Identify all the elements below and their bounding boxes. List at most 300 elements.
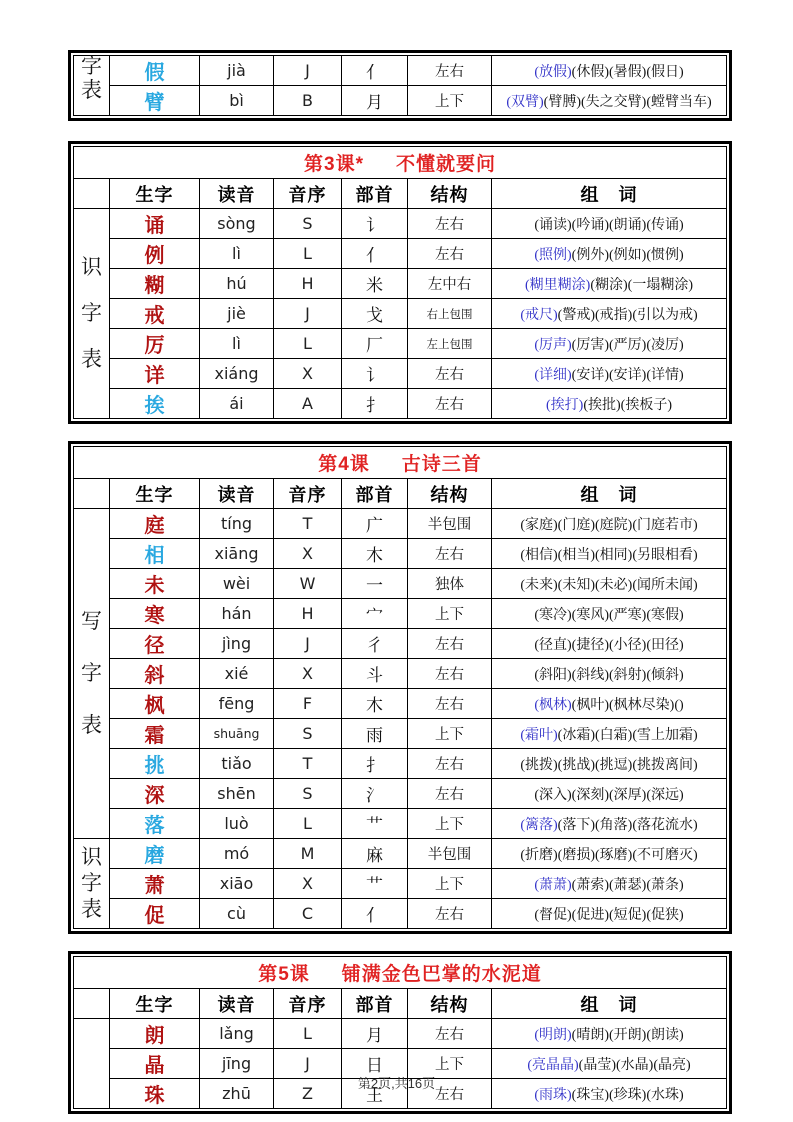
char-cell: 详 (110, 359, 200, 389)
pinyin-cell: xiāo (200, 869, 274, 899)
initial-cell: X (274, 359, 342, 389)
initial-cell: J (274, 299, 342, 329)
structure-cell: 左右 (408, 359, 492, 389)
table-row (74, 899, 727, 929)
pinyin-cell: luò (200, 809, 274, 839)
char-table (73, 446, 727, 929)
initial-cell: Z (274, 1079, 342, 1109)
word-item: (详细) (534, 367, 572, 383)
column-header-2: 音序 (274, 479, 342, 509)
table-row (74, 809, 727, 839)
pinyin-cell: hán (200, 599, 274, 629)
char-cell: 促 (110, 899, 200, 929)
pinyin-cell: cù (200, 899, 274, 929)
lesson-name: 不懂就要问 (395, 154, 496, 175)
pinyin-cell: xié (200, 659, 274, 689)
column-header-2: 音序 (274, 179, 342, 209)
radical-cell: 米 (342, 269, 408, 299)
column-header-3: 部首 (342, 989, 408, 1019)
table-row (74, 539, 727, 569)
char-cell: 落 (110, 809, 200, 839)
word-item: (例外) (571, 247, 609, 263)
word-item: (白霜) (595, 727, 633, 743)
char-cell: 斜 (110, 659, 200, 689)
initial-cell: X (274, 869, 342, 899)
header-row (74, 989, 727, 1019)
word-item: (晶莹) (578, 1057, 616, 1073)
word-item: (门庭) (557, 517, 595, 533)
structure-cell: 左右 (408, 56, 492, 86)
lesson-title (74, 147, 727, 179)
word-item: (安详) (571, 367, 609, 383)
table-row (74, 719, 727, 749)
word-item: (门庭若市) (632, 517, 698, 533)
lesson-number: 第3课* (304, 154, 364, 175)
lesson-title (74, 957, 727, 989)
radical-cell: 宀 (342, 599, 408, 629)
word-item: (臂膊) (543, 94, 581, 110)
tables-container (68, 50, 732, 1114)
initial-cell: A (274, 389, 342, 419)
radical-cell: 扌 (342, 389, 408, 419)
word-item: (挑拨离间) (632, 757, 698, 773)
word-item: (吟诵) (571, 217, 609, 233)
word-item: (糊涂) (590, 277, 628, 293)
radical-cell: 亻 (342, 239, 408, 269)
side-label-char: 表 (81, 347, 102, 372)
words-cell (492, 779, 727, 809)
side-label-char: 识 (81, 254, 102, 279)
words-cell (492, 239, 727, 269)
column-header-1: 读音 (200, 989, 274, 1019)
word-item: (水珠) (646, 1087, 684, 1103)
word-item: (双臂) (506, 94, 544, 110)
column-header-1: 读音 (200, 479, 274, 509)
word-item: (戒尺) (520, 307, 558, 323)
words-cell (492, 359, 727, 389)
structure-cell: 上下 (408, 86, 492, 116)
initial-cell: M (274, 839, 342, 869)
side-label-char: 字 (81, 871, 102, 895)
structure-cell: 左右 (408, 899, 492, 929)
title-row (74, 447, 727, 479)
pinyin-cell: jiè (200, 299, 274, 329)
word-item: (水晶) (616, 1057, 654, 1073)
word-item: (家庭) (520, 517, 558, 533)
initial-cell: J (274, 56, 342, 86)
side-label-cell (74, 209, 110, 419)
structure-cell: 左右 (408, 689, 492, 719)
radical-cell: 木 (342, 539, 408, 569)
words-cell (492, 539, 727, 569)
structure-cell: 左右 (408, 209, 492, 239)
word-item: (凌厉) (646, 337, 684, 353)
char-cell: 例 (110, 239, 200, 269)
words-cell (492, 599, 727, 629)
word-item: (深厚) (609, 787, 647, 803)
table-row (74, 749, 727, 779)
initial-cell: T (274, 749, 342, 779)
word-item: (深刻) (571, 787, 609, 803)
word-item: (萧条) (646, 877, 684, 893)
initial-cell: L (274, 809, 342, 839)
initial-cell: S (274, 779, 342, 809)
word-item: (促进) (571, 907, 609, 923)
table-row (74, 509, 727, 539)
word-item: (放假) (534, 64, 572, 80)
word-item: (亮晶晶) (527, 1057, 579, 1073)
words-cell (492, 269, 727, 299)
column-header-4: 结构 (408, 479, 492, 509)
words-cell (492, 329, 727, 359)
column-header-0: 生字 (110, 179, 200, 209)
char-cell: 臂 (110, 86, 200, 116)
structure-cell: 上下 (408, 719, 492, 749)
table-row (74, 239, 727, 269)
side-label-cell (74, 509, 110, 839)
initial-cell: L (274, 329, 342, 359)
word-item: (不可磨灭) (632, 847, 698, 863)
table-row (74, 329, 727, 359)
word-item: (倾斜) (646, 667, 684, 683)
char-cell: 相 (110, 539, 200, 569)
lesson-name: 古诗三首 (401, 454, 482, 475)
table-zishibiao-continued (68, 50, 732, 121)
word-item: (警戒) (557, 307, 595, 323)
word-item: (未必) (595, 577, 633, 593)
word-item: (诵读) (534, 217, 572, 233)
side-label-char: 字 (81, 54, 102, 79)
initial-cell: S (274, 719, 342, 749)
initial-cell: X (274, 539, 342, 569)
words-cell (492, 1019, 727, 1049)
word-item: (未知) (557, 577, 595, 593)
word-item: (枫林尽染) (609, 697, 675, 713)
word-item: (寒冷) (534, 607, 572, 623)
word-item: (相当) (557, 547, 595, 563)
word-item: (捷径) (571, 637, 609, 653)
pinyin-cell: xiāng (200, 539, 274, 569)
header-side-cell (74, 179, 110, 209)
words-cell (492, 389, 727, 419)
structure-cell: 左右 (408, 1019, 492, 1049)
word-item: (小径) (609, 637, 647, 653)
word-item: (庭院) (595, 517, 633, 533)
words-cell (492, 719, 727, 749)
word-item: (戒指) (595, 307, 633, 323)
radical-cell: 讠 (342, 209, 408, 239)
char-cell: 厉 (110, 329, 200, 359)
pinyin-cell: jià (200, 56, 274, 86)
side-label-cell (74, 839, 110, 929)
radical-cell: 王 (342, 1079, 408, 1109)
word-item: (田径) (646, 637, 684, 653)
word-item: (挨打) (546, 397, 584, 413)
word-item: (斜阳) (534, 667, 572, 683)
table-row (74, 1019, 727, 1049)
structure-cell: 左中右 (408, 269, 492, 299)
table-row (74, 359, 727, 389)
pinyin-cell: lì (200, 329, 274, 359)
column-header-3: 部首 (342, 179, 408, 209)
word-item: (晴朗) (571, 1027, 609, 1043)
word-item: (糊里糊涂) (525, 277, 591, 293)
word-item: (篱落) (520, 817, 558, 833)
pinyin-cell: hú (200, 269, 274, 299)
word-item: (朗读) (646, 1027, 684, 1043)
word-item: (安详) (609, 367, 647, 383)
word-item: (暑假) (609, 64, 647, 80)
words-cell (492, 869, 727, 899)
side-label-char: 表 (81, 713, 102, 738)
side-label-char: 写 (81, 608, 102, 633)
word-item: (寒风) (571, 607, 609, 623)
table-lesson-4 (68, 441, 732, 934)
radical-cell: 亻 (342, 56, 408, 86)
column-header-2: 音序 (274, 989, 342, 1019)
structure-cell: 半包围 (408, 839, 492, 869)
pinyin-cell: xiáng (200, 359, 274, 389)
header-row (74, 179, 727, 209)
word-item: (磨损) (557, 847, 595, 863)
initial-cell: L (274, 1019, 342, 1049)
table-row (74, 839, 727, 869)
structure-cell: 左上包围 (408, 329, 492, 359)
radical-cell: 扌 (342, 749, 408, 779)
structure-cell: 左右 (408, 749, 492, 779)
word-item: (严寒) (609, 607, 647, 623)
word-item: (斜线) (571, 667, 609, 683)
structure-cell: 上下 (408, 1049, 492, 1079)
word-item: (督促) (534, 907, 572, 923)
table-row (74, 599, 727, 629)
header-row (74, 479, 727, 509)
column-header-5: 组 词 (492, 479, 727, 509)
header-side-cell (74, 989, 110, 1019)
word-item: (雨珠) (534, 1087, 572, 1103)
side-label (81, 256, 102, 370)
pinyin-cell: jìng (200, 629, 274, 659)
char-cell: 糊 (110, 269, 200, 299)
word-item: (挑拨) (520, 757, 558, 773)
word-item: (一塌糊涂) (627, 277, 693, 293)
side-label (81, 55, 102, 100)
radical-cell: 一 (342, 569, 408, 599)
words-cell (492, 509, 727, 539)
structure-cell: 上下 (408, 809, 492, 839)
char-cell: 深 (110, 779, 200, 809)
word-item: (例如) (609, 247, 647, 263)
word-item: (斜射) (609, 667, 647, 683)
pinyin-cell: tiǎo (200, 749, 274, 779)
column-header-1: 读音 (200, 179, 274, 209)
structure-cell: 左右 (408, 659, 492, 689)
header-side-cell (74, 479, 110, 509)
words-cell (492, 749, 727, 779)
word-item: (闻所未闻) (632, 577, 698, 593)
title-row (74, 957, 727, 989)
word-item: (失之交臂) (581, 94, 647, 110)
radical-cell: 日 (342, 1049, 408, 1079)
lesson-title (74, 447, 727, 479)
side-label-char: 识 (81, 844, 102, 869)
word-item: (霜叶) (520, 727, 558, 743)
lesson-number: 第4课 (318, 454, 370, 475)
word-item: (琢磨) (595, 847, 633, 863)
char-cell: 挑 (110, 749, 200, 779)
word-item: (惯例) (646, 247, 684, 263)
lesson-number: 第5课 (258, 964, 310, 985)
words-cell (492, 629, 727, 659)
radical-cell: 雨 (342, 719, 408, 749)
word-item: (休假) (571, 64, 609, 80)
structure-cell: 独体 (408, 569, 492, 599)
pinyin-cell: fēng (200, 689, 274, 719)
structure-cell: 左右 (408, 539, 492, 569)
word-item: (挨批) (583, 397, 621, 413)
pinyin-cell: shēn (200, 779, 274, 809)
pinyin-cell: shuāng (200, 719, 274, 749)
structure-cell: 左右 (408, 779, 492, 809)
initial-cell: J (274, 629, 342, 659)
char-table (73, 146, 727, 419)
words-cell (492, 899, 727, 929)
word-item: (传诵) (646, 217, 684, 233)
word-item: (开朗) (609, 1027, 647, 1043)
table-row (74, 209, 727, 239)
pinyin-cell: bì (200, 86, 274, 116)
pinyin-cell: ái (200, 389, 274, 419)
word-item: (径直) (534, 637, 572, 653)
word-item: (珍珠) (609, 1087, 647, 1103)
word-item: (照例) (534, 247, 572, 263)
word-item: (萧瑟) (609, 877, 647, 893)
word-item: (珠宝) (571, 1087, 609, 1103)
radical-cell: 讠 (342, 359, 408, 389)
pinyin-cell: lǎng (200, 1019, 274, 1049)
radical-cell: 亻 (342, 899, 408, 929)
radical-cell: 木 (342, 689, 408, 719)
structure-cell: 右上包围 (408, 299, 492, 329)
word-item: (厉声) (534, 337, 572, 353)
table-row (74, 299, 727, 329)
radical-cell: 氵 (342, 779, 408, 809)
word-item: (朗诵) (609, 217, 647, 233)
column-header-0: 生字 (110, 989, 200, 1019)
words-cell (492, 56, 727, 86)
radical-cell: 艹 (342, 869, 408, 899)
initial-cell: F (274, 689, 342, 719)
side-label-cell (74, 56, 110, 116)
table-row (74, 86, 727, 116)
words-cell (492, 689, 727, 719)
word-item: (相同) (595, 547, 633, 563)
structure-cell: 半包围 (408, 509, 492, 539)
column-header-0: 生字 (110, 479, 200, 509)
word-item: (枫叶) (571, 697, 609, 713)
initial-cell: H (274, 269, 342, 299)
char-cell: 诵 (110, 209, 200, 239)
radical-cell: 月 (342, 86, 408, 116)
table-row (74, 389, 727, 419)
radical-cell: 广 (342, 509, 408, 539)
initial-cell: T (274, 509, 342, 539)
table-row (74, 56, 727, 86)
char-cell: 庭 (110, 509, 200, 539)
pinyin-cell: zhū (200, 1079, 274, 1109)
table-row (74, 689, 727, 719)
word-item: (螳臂当车) (646, 94, 712, 110)
table-row (74, 269, 727, 299)
pinyin-cell: wèi (200, 569, 274, 599)
initial-cell: C (274, 899, 342, 929)
radical-cell: 艹 (342, 809, 408, 839)
char-cell: 戒 (110, 299, 200, 329)
char-cell: 朗 (110, 1019, 200, 1049)
word-item: () (674, 697, 684, 713)
words-cell (492, 569, 727, 599)
initial-cell: L (274, 239, 342, 269)
column-header-5: 组 词 (492, 989, 727, 1019)
initial-cell: S (274, 209, 342, 239)
side-label-cell (74, 1019, 110, 1109)
word-item: (未来) (520, 577, 558, 593)
word-item: (详情) (646, 367, 684, 383)
word-item: (晶亮) (653, 1057, 691, 1073)
word-item: (促狭) (646, 907, 684, 923)
word-item: (冰霜) (557, 727, 595, 743)
char-cell: 磨 (110, 839, 200, 869)
char-cell: 枫 (110, 689, 200, 719)
word-item: (挨板子) (620, 397, 672, 413)
word-item: (假日) (646, 64, 684, 80)
char-cell: 珠 (110, 1079, 200, 1109)
char-cell: 晶 (110, 1049, 200, 1079)
radical-cell: 戈 (342, 299, 408, 329)
table-row (74, 629, 727, 659)
pinyin-cell: sòng (200, 209, 274, 239)
side-label-char: 表 (81, 897, 102, 922)
pinyin-cell: mó (200, 839, 274, 869)
table-row (74, 779, 727, 809)
word-item: (明朗) (534, 1027, 572, 1043)
structure-cell: 左右 (408, 629, 492, 659)
side-label (81, 846, 102, 920)
table-lesson-3 (68, 141, 732, 424)
table-row (74, 569, 727, 599)
word-item: (萧萧) (534, 877, 572, 893)
word-item: (相信) (520, 547, 558, 563)
initial-cell: J (274, 1049, 342, 1079)
page-footer: 第2页,共16页 (357, 1076, 436, 1091)
pinyin-cell: jīng (200, 1049, 274, 1079)
title-row (74, 147, 727, 179)
column-header-3: 部首 (342, 479, 408, 509)
words-cell (492, 809, 727, 839)
table-row (74, 869, 727, 899)
radical-cell: 斗 (342, 659, 408, 689)
word-item: (深远) (646, 787, 684, 803)
char-cell: 萧 (110, 869, 200, 899)
word-item: (落花流水) (632, 817, 698, 833)
initial-cell: B (274, 86, 342, 116)
char-cell: 假 (110, 56, 200, 86)
word-item: (引以为戒) (632, 307, 698, 323)
char-cell: 径 (110, 629, 200, 659)
words-cell (492, 86, 727, 116)
word-item: (挑逗) (595, 757, 633, 773)
pinyin-cell: lì (200, 239, 274, 269)
